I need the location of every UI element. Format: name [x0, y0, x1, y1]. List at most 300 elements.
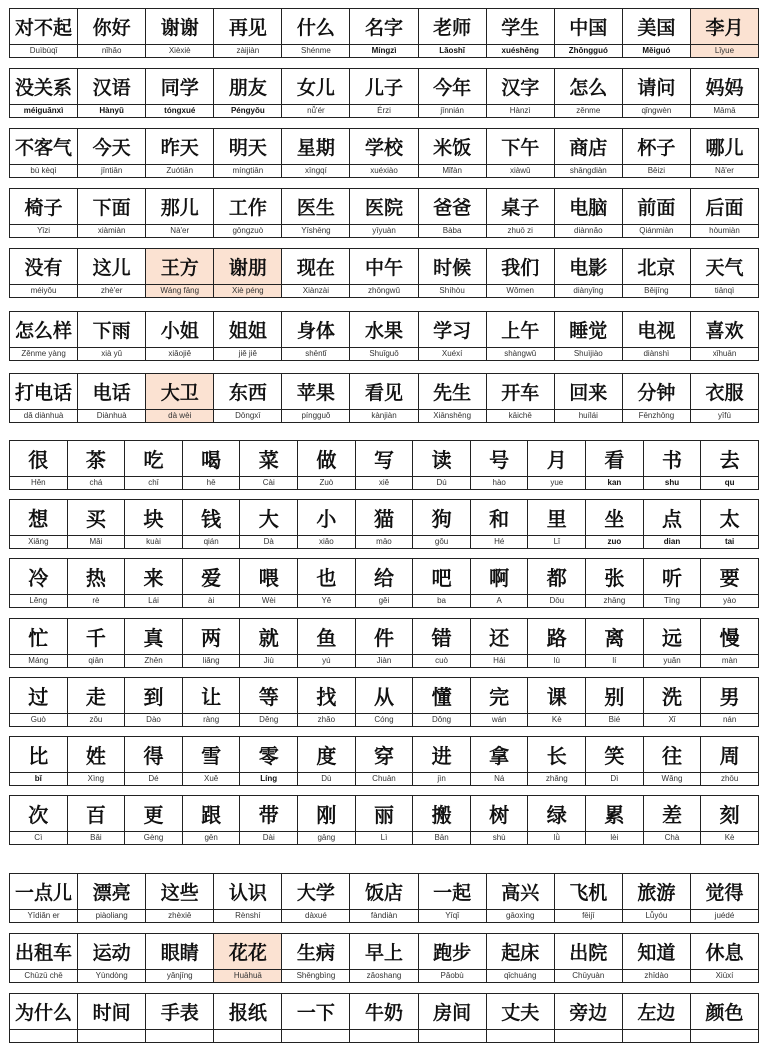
pinyin-text: Zhōngguó	[555, 44, 622, 57]
pinyin-text: lí	[586, 654, 643, 667]
pinyin-text: bǐ	[10, 772, 67, 785]
vocab-row	[9, 373, 759, 423]
pinyin-text: Shēngbìng	[282, 969, 349, 982]
pinyin-text: nǚ'ér	[282, 104, 349, 117]
pinyin-text	[282, 1029, 349, 1042]
hanzi-text: 回来	[569, 382, 608, 404]
hanzi-text: 大学	[296, 882, 335, 904]
vocab-cell	[623, 994, 691, 1042]
pinyin-text: huílái	[555, 409, 622, 422]
vocab-cell	[528, 559, 586, 607]
vocab-cell	[623, 374, 691, 422]
vocab-row	[9, 128, 759, 178]
hanzi-text: 儿子	[365, 77, 404, 99]
vocab-cell	[78, 9, 146, 57]
vocab-cell	[10, 619, 68, 667]
pinyin-text: Yīqǐ	[419, 909, 486, 922]
hanzi-text: 百	[85, 803, 106, 827]
pinyin-text: Ná	[471, 772, 528, 785]
hanzi-text: 爸爸	[433, 197, 472, 219]
pinyin-text	[555, 1029, 622, 1042]
hanzi-text: 漂亮	[92, 882, 131, 904]
hanzi-text: 雪	[201, 744, 222, 768]
pinyin-text: Shuǐguǒ	[350, 347, 417, 360]
vocab-row	[9, 440, 759, 490]
pinyin-text: Lǐ	[528, 535, 585, 548]
vocab-cell	[298, 500, 356, 548]
pinyin-text: xuéxiào	[350, 164, 417, 177]
pinyin-text: yīfú	[691, 409, 758, 422]
hanzi-text: 爱	[201, 566, 222, 590]
hanzi-text: 老师	[433, 17, 472, 39]
pinyin-text: Shuìjiào	[555, 347, 622, 360]
hanzi-text: 星期	[296, 137, 335, 159]
vocab-cell	[691, 189, 758, 237]
vocab-cell	[68, 796, 126, 844]
pinyin-text: kan	[586, 476, 643, 489]
vocab-cell	[78, 934, 146, 982]
pinyin-text: qǐchuáng	[487, 969, 554, 982]
vocab-cell	[419, 374, 487, 422]
vocab-cell	[68, 559, 126, 607]
pinyin-text	[146, 1029, 213, 1042]
hanzi-text: 衣服	[705, 382, 744, 404]
vocab-cell	[356, 737, 414, 785]
pinyin-text: màn	[701, 654, 758, 667]
pinyin-text	[487, 1029, 554, 1042]
pinyin-text: Chuān	[356, 772, 413, 785]
hanzi-text: 汉字	[501, 77, 540, 99]
pinyin-text: yú	[298, 654, 355, 667]
hanzi-text: 让	[201, 685, 222, 709]
vocab-cell	[78, 249, 146, 297]
pinyin-text: kāichē	[487, 409, 554, 422]
hanzi-text: 别	[604, 685, 625, 709]
pinyin-text: qǐngwèn	[623, 104, 690, 117]
hanzi-text: 医院	[365, 197, 404, 219]
pinyin-text: yuǎn	[644, 654, 701, 667]
pinyin-text: tiānqì	[691, 284, 758, 297]
hanzi-text: 中午	[365, 257, 404, 279]
vocab-cell	[240, 737, 298, 785]
vocab-cell	[471, 441, 529, 489]
hanzi-text: 一点儿	[15, 882, 73, 904]
hanzi-text: 跟	[201, 803, 222, 827]
vocab-cell	[623, 189, 691, 237]
vocab-cell	[487, 994, 555, 1042]
hanzi-text: 做	[316, 448, 337, 472]
vocab-cell	[644, 619, 702, 667]
hanzi-text: 找	[316, 685, 337, 709]
vocab-cell	[701, 678, 758, 726]
vocab-cell	[623, 934, 691, 982]
hanzi-text: 再见	[228, 17, 267, 39]
vocab-cell-name-highlight	[146, 374, 214, 422]
vocab-cell	[644, 737, 702, 785]
hanzi-text: 出院	[569, 942, 608, 964]
hanzi-text: 慢	[719, 626, 740, 650]
hanzi-text: 后面	[705, 197, 744, 219]
pinyin-text: māo	[356, 535, 413, 548]
vocab-cell	[214, 994, 282, 1042]
pinyin-text: shēntǐ	[282, 347, 349, 360]
pinyin-text: Bié	[586, 713, 643, 726]
vocab-cell	[644, 796, 702, 844]
hanzi-text: 丽	[373, 803, 394, 827]
hanzi-text: 真	[143, 626, 164, 650]
vocab-cell	[356, 500, 414, 548]
hanzi-text: 吧	[431, 566, 452, 590]
hanzi-text: 热	[85, 566, 106, 590]
vocab-cell	[214, 69, 282, 117]
pinyin-text: xiàmiàn	[78, 224, 145, 237]
hanzi-text: 为什么	[15, 1002, 73, 1024]
pinyin-text: fēijī	[555, 909, 622, 922]
pinyin-text	[214, 1029, 281, 1042]
hanzi-text: 里	[546, 507, 567, 531]
pinyin-text: Hànzì	[487, 104, 554, 117]
vocab-cell	[419, 129, 487, 177]
hanzi-text: 件	[373, 626, 394, 650]
vocab-cell	[350, 934, 418, 982]
hanzi-text: 写	[373, 448, 394, 472]
pinyin-text: Pǎobù	[419, 969, 486, 982]
vocab-cell	[586, 737, 644, 785]
vocab-cell	[10, 559, 68, 607]
hanzi-text: 前面	[637, 197, 676, 219]
pinyin-text: Hé	[471, 535, 528, 548]
vocab-cell	[419, 994, 487, 1042]
hanzi-text: 树	[489, 803, 510, 827]
pinyin-text: Māmā	[691, 104, 758, 117]
vocab-cell	[298, 441, 356, 489]
hanzi-text: 没有	[24, 257, 63, 279]
pinyin-text	[78, 1029, 145, 1042]
hanzi-text: 左边	[637, 1002, 676, 1024]
pinyin-text: Chūzū chē	[10, 969, 77, 982]
vocab-cell	[691, 994, 758, 1042]
pinyin-text: zhōngwǔ	[350, 284, 417, 297]
vocab-cell	[691, 249, 758, 297]
hanzi-text: 离	[604, 626, 625, 650]
pinyin-text: Bǎi	[68, 831, 125, 844]
vocab-cell	[10, 69, 78, 117]
vocab-cell	[183, 737, 241, 785]
vocab-row	[9, 248, 759, 298]
vocab-row	[9, 311, 759, 361]
vocab-cell	[586, 559, 644, 607]
hanzi-text: 要	[719, 566, 740, 590]
pinyin-text: xǐhuān	[691, 347, 758, 360]
hanzi-text: 听	[662, 566, 682, 590]
vocab-cell	[125, 559, 183, 607]
vocab-cell	[644, 441, 702, 489]
vocab-cell	[146, 312, 214, 360]
hanzi-text: 杯子	[637, 137, 676, 159]
vocab-cell	[623, 312, 691, 360]
vocab-cell	[528, 678, 586, 726]
pinyin-text: zǎoshang	[350, 969, 417, 982]
hanzi-text: 下雨	[92, 320, 131, 342]
vocab-row	[9, 736, 759, 786]
pinyin-text: Hànyǔ	[78, 104, 145, 117]
pinyin-text: jiě jiě	[214, 347, 281, 360]
vocab-cell	[487, 874, 555, 922]
pinyin-text: Dǒng	[413, 713, 470, 726]
vocab-cell	[68, 500, 126, 548]
hanzi-text: 天气	[705, 257, 744, 279]
vocab-cell	[586, 796, 644, 844]
vocab-cell	[214, 874, 282, 922]
hanzi-text: 高兴	[501, 882, 540, 904]
hanzi-text: 长	[546, 744, 567, 768]
pinyin-text: Mǎi	[68, 535, 125, 548]
pinyin-text: Xuéxí	[419, 347, 486, 360]
vocab-cell	[240, 796, 298, 844]
hanzi-text: 带	[258, 803, 279, 827]
hanzi-text: 点	[662, 507, 682, 531]
hanzi-text: 远	[662, 626, 682, 650]
pinyin-text: yīyuàn	[350, 224, 417, 237]
pinyin-text: Běijīng	[623, 284, 690, 297]
vocab-cell	[10, 994, 78, 1042]
hanzi-text: 坐	[604, 507, 625, 531]
pinyin-text: zàijiàn	[214, 44, 281, 57]
pinyin-text: zhè'er	[78, 284, 145, 297]
pinyin-text: Érzi	[350, 104, 417, 117]
vocab-cell	[240, 678, 298, 726]
vocab-cell	[183, 441, 241, 489]
vocab-cell	[125, 441, 183, 489]
hanzi-text: 度	[316, 744, 337, 768]
hanzi-text: 怎么	[569, 77, 608, 99]
pinyin-text: chī	[125, 476, 182, 489]
pinyin-text: Nà'er	[146, 224, 213, 237]
vocab-cell	[586, 619, 644, 667]
hanzi-text: 你好	[92, 17, 131, 39]
vocab-cell	[487, 312, 555, 360]
vocab-cell	[183, 678, 241, 726]
vocab-cell	[586, 500, 644, 548]
vocab-cell	[471, 559, 529, 607]
vocab-cell	[555, 129, 623, 177]
hanzi-text: 跑步	[433, 942, 472, 964]
hanzi-text: 医生	[296, 197, 335, 219]
vocab-cell	[555, 249, 623, 297]
vocab-cell	[701, 737, 758, 785]
pinyin-text: yue	[528, 476, 585, 489]
pinyin-text: zhǎng	[528, 772, 585, 785]
vocab-cell	[298, 678, 356, 726]
hanzi-text: 零	[258, 744, 279, 768]
hanzi-text: 懂	[431, 685, 452, 709]
vocab-row	[9, 677, 759, 727]
hanzi-text: 刚	[316, 803, 337, 827]
hanzi-text: 工作	[228, 197, 267, 219]
pinyin-text: A	[471, 594, 528, 607]
vocab-cell	[10, 678, 68, 726]
hanzi-text: 来	[143, 566, 164, 590]
pinyin-text: dǎ diànhuà	[10, 409, 77, 422]
hanzi-text: 一起	[433, 882, 472, 904]
vocab-cell	[350, 69, 418, 117]
vocab-cell	[623, 69, 691, 117]
hanzi-text: 从	[373, 685, 394, 709]
pinyin-text: Yǐzi	[10, 224, 77, 237]
hanzi-text: 报纸	[228, 1002, 267, 1024]
pinyin-text: shāngdiàn	[555, 164, 622, 177]
hanzi-text: 喜欢	[705, 320, 744, 342]
vocab-cell	[555, 374, 623, 422]
hanzi-text: 学生	[501, 17, 540, 39]
pinyin-text: Bān	[413, 831, 470, 844]
pinyin-text: Měiguó	[623, 44, 690, 57]
hanzi-text: 牛奶	[365, 1002, 404, 1024]
pinyin-text: fàndiàn	[350, 909, 417, 922]
hanzi-text: 上午	[501, 320, 540, 342]
pinyin-text: Chà	[644, 831, 701, 844]
pinyin-text: jīnnián	[419, 104, 486, 117]
vocab-cell	[691, 312, 758, 360]
vocab-cell	[419, 69, 487, 117]
vocab-cell	[350, 249, 418, 297]
hanzi-text: 鱼	[316, 626, 337, 650]
hanzi-text: 姐姐	[228, 320, 267, 342]
vocab-cell	[68, 737, 126, 785]
pinyin-text: shàngwǔ	[487, 347, 554, 360]
pinyin-text: Gèng	[125, 831, 182, 844]
pinyin-text: ràng	[183, 713, 240, 726]
hanzi-text: 东西	[228, 382, 267, 404]
vocab-cell	[413, 619, 471, 667]
vocab-cell	[240, 559, 298, 607]
pinyin-text: Yùndòng	[78, 969, 145, 982]
vocab-cell	[146, 129, 214, 177]
hanzi-text: 出租车	[15, 942, 73, 964]
hanzi-text: 搬	[431, 803, 452, 827]
pinyin-text: Shénme	[282, 44, 349, 57]
vocab-cell	[183, 559, 241, 607]
hanzi-text: 号	[489, 448, 510, 472]
pinyin-text: ba	[413, 594, 470, 607]
hanzi-text: 男	[719, 685, 740, 709]
pinyin-text: chá	[68, 476, 125, 489]
vocab-cell	[487, 69, 555, 117]
vocab-row	[9, 8, 759, 58]
pinyin-text: piàoliang	[78, 909, 145, 922]
vocab-cell	[78, 312, 146, 360]
vocab-cell	[214, 312, 282, 360]
hanzi-text: 到	[143, 685, 164, 709]
vocab-cell	[419, 934, 487, 982]
pinyin-text: zhīdào	[623, 969, 690, 982]
pinyin-text	[10, 1029, 77, 1042]
vocab-cell	[78, 189, 146, 237]
hanzi-text: 现在	[296, 257, 335, 279]
pinyin-text: bù kèqì	[10, 164, 77, 177]
hanzi-text: 啊	[489, 566, 510, 590]
hanzi-text: 等	[258, 685, 279, 709]
vocab-cell	[555, 9, 623, 57]
vocab-cell	[356, 441, 414, 489]
pinyin-text: lù	[528, 654, 585, 667]
vocab-cell	[146, 934, 214, 982]
hanzi-text: 给	[373, 566, 394, 590]
hanzi-text: 汉语	[92, 77, 131, 99]
pinyin-text: Fēnzhōng	[623, 409, 690, 422]
hanzi-text: 觉得	[705, 882, 744, 904]
pinyin-text	[623, 1029, 690, 1042]
pinyin-text: Shíhòu	[419, 284, 486, 297]
hanzi-text: 北京	[637, 257, 676, 279]
hanzi-text: 妈妈	[705, 77, 744, 99]
hanzi-text: 姓	[85, 744, 106, 768]
hanzi-text: 我们	[501, 257, 540, 279]
pinyin-text: Dōu	[528, 594, 585, 607]
hanzi-text: 怎么样	[15, 320, 73, 342]
hanzi-text: 昨天	[160, 137, 199, 159]
hanzi-text: 喝	[201, 448, 222, 472]
pinyin-text: gāoxìng	[487, 909, 554, 922]
vocab-cell	[183, 619, 241, 667]
vocab-cell	[471, 796, 529, 844]
vocab-cell	[419, 9, 487, 57]
hanzi-text: 完	[489, 685, 510, 709]
vocab-cell	[282, 934, 350, 982]
pinyin-text: zěnme	[555, 104, 622, 117]
vocab-cell	[125, 500, 183, 548]
hanzi-text: 桌子	[501, 197, 540, 219]
vocab-cell	[350, 189, 418, 237]
vocab-cell	[419, 312, 487, 360]
pinyin-text: míngtiān	[214, 164, 281, 177]
hanzi-text: 这些	[160, 882, 199, 904]
pinyin-text: Zuò	[298, 476, 355, 489]
pinyin-text: diànshì	[623, 347, 690, 360]
pinyin-text: Yīshēng	[282, 224, 349, 237]
vocab-cell	[282, 874, 350, 922]
pinyin-text: diànyǐng	[555, 284, 622, 297]
pinyin-text: Dù	[298, 772, 355, 785]
vocab-cell	[10, 796, 68, 844]
hanzi-text: 中国	[569, 17, 608, 39]
hanzi-text: 冷	[28, 566, 49, 590]
vocab-cell	[701, 441, 758, 489]
hanzi-text: 没关系	[15, 77, 73, 99]
pinyin-text: Xiè péng	[214, 284, 281, 297]
hanzi-text: 就	[258, 626, 279, 650]
pinyin-text: Qiánmiàn	[623, 224, 690, 237]
pinyin-text: Cóng	[356, 713, 413, 726]
pinyin-text	[419, 1029, 486, 1042]
hanzi-text: 两	[201, 626, 222, 650]
hanzi-text: 丈夫	[501, 1002, 540, 1024]
vocab-cell	[413, 737, 471, 785]
hanzi-text: 睡觉	[569, 320, 608, 342]
hanzi-text: 花花	[228, 942, 267, 964]
hanzi-text: 还	[489, 626, 510, 650]
pinyin-text: Yě	[298, 594, 355, 607]
vocab-cell	[10, 874, 78, 922]
hanzi-text: 不客气	[15, 137, 73, 159]
hanzi-text: 大	[258, 507, 279, 531]
vocab-row	[9, 873, 759, 923]
vocab-cell	[68, 619, 126, 667]
hanzi-text: 忙	[28, 626, 49, 650]
hanzi-text: 起床	[501, 942, 540, 964]
vocab-cell	[146, 69, 214, 117]
pinyin-text: qián	[183, 535, 240, 548]
